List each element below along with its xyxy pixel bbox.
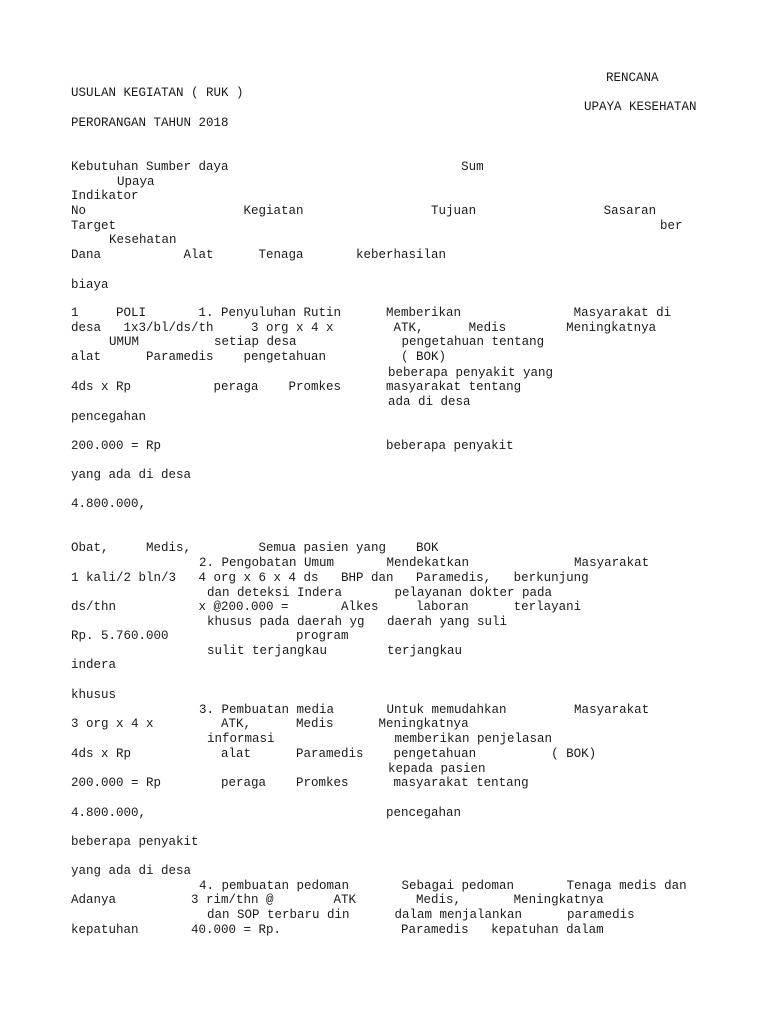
table-row-line: pencegahan	[71, 410, 147, 424]
table-row-line: desa 1x3/bl/ds/th 3 org x 4 x ATK, Medis Meningkatnya	[71, 321, 657, 335]
table-row-line: ada di desa	[388, 395, 471, 409]
table-row-line: 3 org x 4 x ATK, Medis Meningkatnya	[71, 717, 469, 731]
table-row-line: khusus pada daerah yg daerah yang suli	[207, 615, 508, 629]
header-line: ber	[660, 219, 683, 233]
table-row-line: yang ada di desa	[71, 468, 192, 482]
header-line: No Kegiatan Tujuan Sasaran	[71, 204, 657, 218]
header-line: Kebutuhan Sumber daya Sum	[71, 160, 484, 174]
table-row-line: yang ada di desa	[71, 864, 192, 878]
title-line-ruk: USULAN KEGIATAN ( RUK )	[71, 86, 244, 100]
header-line: Dana Alat Tenaga keberhasilan	[71, 248, 447, 262]
table-row-line: 1 kali/2 bln/3 4 org x 6 x 4 ds BHP dan Paramedis, berkunjung	[71, 571, 589, 585]
title-line-rencana: RENCANA	[606, 71, 659, 85]
table-row-line: ds/thn x @200.000 = Alkes laboran terlayani	[71, 600, 582, 614]
title-line-upaya-kesehatan: UPAYA KESEHATAN	[584, 100, 697, 114]
table-row-line: 1 POLI 1. Penyuluhan Rutin Memberikan Masyarakat di	[71, 306, 672, 320]
table-row-line: indera	[71, 658, 117, 672]
table-row-line: 2. Pengobatan Umum Mendekatkan Masyarakat	[199, 556, 650, 570]
table-row-line: dan deteksi Indera pelayanan dokter pada	[207, 586, 553, 600]
header-line: Upaya	[117, 175, 155, 189]
table-row-line: beberapa penyakit yang	[388, 366, 554, 380]
table-row-line: kepatuhan 40.000 = Rp. Paramedis kepatuhan dalam	[71, 923, 604, 937]
table-row-line: 4ds x Rp peraga Promkes masyarakat tentang	[71, 380, 522, 394]
header-line: Target	[71, 219, 117, 233]
table-row-line: 4.800.000,	[71, 497, 147, 511]
table-row-line: Rp. 5.760.000 program	[71, 629, 349, 643]
table-row-line: khusus	[71, 688, 117, 702]
table-row-line: dan SOP terbaru din dalam menjalankan paramedis	[207, 908, 635, 922]
title-line-perorangan: PERORANGAN TAHUN 2018	[71, 116, 229, 130]
header-line: biaya	[71, 278, 109, 292]
table-row-line: 3. Pembuatan media Untuk memudahkan Masyarakat	[199, 703, 650, 717]
table-row-line: UMUM setiap desa pengetahuan tentang	[109, 335, 545, 349]
table-row-line: 200.000 = Rp beberapa penyakit	[71, 439, 514, 453]
table-row-line: informasi memberikan penjelasan	[207, 732, 553, 746]
table-row-line: 4.800.000, pencegahan	[71, 806, 462, 820]
table-row-line: 4. pembuatan pedoman Sebagai pedoman Tenaga medis dan	[199, 879, 687, 893]
table-row-line: sulit terjangkau terjangkau	[207, 644, 463, 658]
header-line: Kesehatan	[109, 233, 177, 247]
table-row-line: 200.000 = Rp peraga Promkes masyarakat tentang	[71, 776, 529, 790]
table-row-line: alat Paramedis pengetahuan ( BOK)	[71, 350, 447, 364]
header-line: Indikator	[71, 189, 139, 203]
table-row-line: 4ds x Rp alat Paramedis pengetahuan ( BOK)	[71, 747, 597, 761]
table-row-line: Obat, Medis, Semua pasien yang BOK	[71, 541, 439, 555]
table-row-line: Adanya 3 rim/thn @ ATK Medis, Meningkatnya	[71, 893, 604, 907]
table-row-line: beberapa penyakit	[71, 835, 199, 849]
table-row-line: kepada pasien	[388, 762, 486, 776]
